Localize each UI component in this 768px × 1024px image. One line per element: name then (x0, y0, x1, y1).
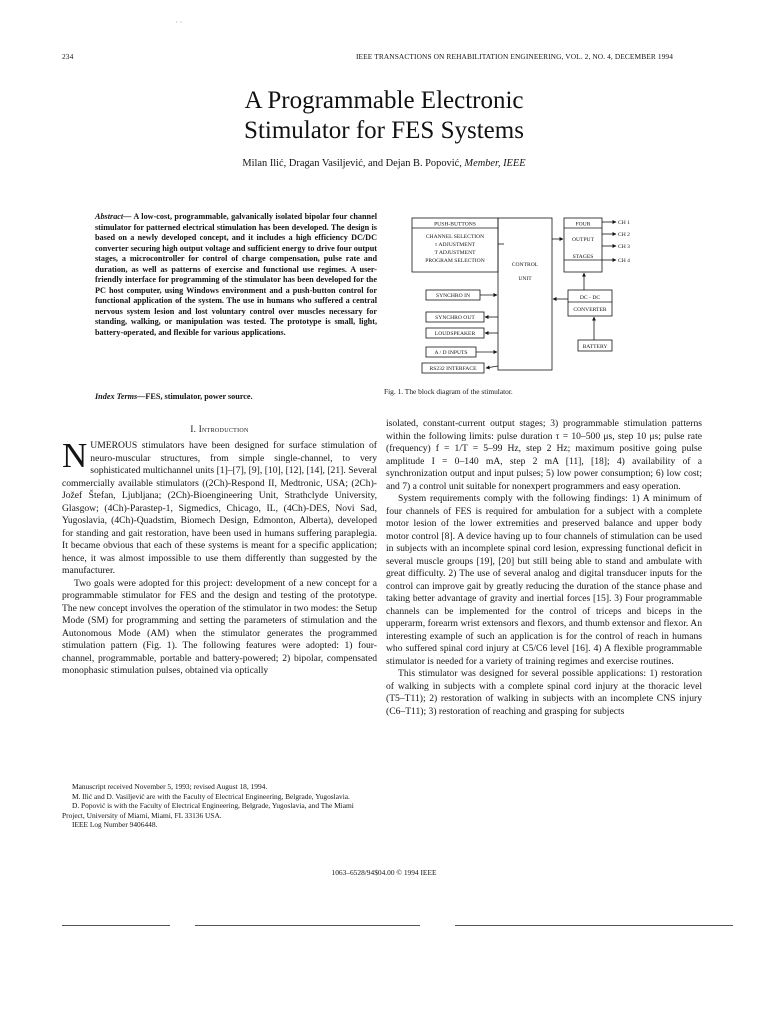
drop-cap: N (62, 436, 88, 475)
left-column-text (62, 436, 377, 678)
journal-header: IEEE TRANSACTIONS ON REHABILITATION ENGINEERING, VOL. 2, NO. 4, DECEMBER 1994 (355, 52, 673, 61)
scan-rule-middle (195, 925, 420, 926)
label-output: OUTPUT (571, 237, 595, 243)
label-battery: BATTERY (582, 344, 608, 350)
author-names: Milan Ilić, Dragan Vasiljević, and Dejan B. Popović, (242, 158, 462, 169)
footnote: Manuscript received November 5, 1993; revised August 18, 1994. (72, 782, 268, 791)
page-number: 234 (62, 52, 74, 61)
footnote: M. Ilić and D. Vasiljević are with the Faculty of Electrical Engineering, Belgrade, Yugoslavia. (72, 791, 350, 801)
index-terms-label: Index Terms— (95, 392, 146, 401)
section-heading-introduction: I. Introduction (190, 424, 249, 434)
label-stages: STAGES (572, 254, 594, 260)
label-tau-adjustment: τ ADJUSTMENT (434, 242, 476, 248)
author-membership: Member, IEEE (464, 158, 526, 169)
label-four: FOUR (575, 221, 591, 228)
label-ch2: CH 2 (618, 232, 630, 238)
label-loudspeaker: LOUDSPEAKER (434, 331, 476, 337)
footnotes (62, 782, 377, 830)
title-line-2: Stimulator for FES Systems (244, 117, 524, 144)
figure-caption: Fig. 1. The block diagram of the stimulator. (384, 387, 513, 396)
label-program-selection: PROGRAM SELECTION (425, 258, 485, 264)
first-word: UMEROUS (90, 440, 138, 451)
control-unit-box (498, 218, 552, 370)
right-column-text (386, 418, 702, 718)
label-ch3: CH 3 (618, 244, 630, 250)
index-terms-text: FES, stimulator, power source. (145, 392, 253, 401)
label-synchro-out: SYNCHRO OUT (435, 315, 475, 321)
label-channel-selection: CHANNEL SELECTION (425, 234, 485, 240)
scan-rule-left (62, 925, 170, 926)
scan-artifact: · · (175, 18, 183, 27)
abstract-text: A low-cost, programmable, galvanically isolated bipolar four channel stimulator for patterned electrical stimulation has been developed. The design is based on a newly developed concept, and it includes a high efficiency DC/DC converter securing high output voltage and sufficient energy to drive four output stages, a microcontroller for control of charge compensation, pulse rate and duration, as well as patterns of exercise and functional use regimes. A user-friendly interface for programming of the stimulator has been developed for the PC host computer, using Windows environment and a push-button control for functional application of the system. The use in humans who suffered a central nervous system lesion and lost voluntary control over muscles necessary for standing, walking, or manipulation was tested. The prototype is small, light, battery-operated, and flexible for various applications. (95, 212, 377, 337)
label-converter: CONVERTER (573, 307, 607, 313)
label-unit: UNIT (518, 276, 532, 282)
footnote: D. Popović is with the Faculty of Electrical Engineering, Belgrade, Yugoslavia, and The Miami Project, University of Miami, Miami, FL 33136 USA. (62, 801, 354, 820)
label-ad-inputs: A / D INPUTS (434, 350, 468, 356)
label-synchro-in: SYNCHRO IN (435, 293, 471, 299)
authors (0, 158, 768, 169)
paragraph-text: stimulators have been designed for surface stimulation of neuro-muscular structures, from simple single-channel, to very sophisticated multichannel units [1]–[7], [9], [10], [12], [14], [21]. Several commercially available stimulators ((2Ch)-Respond II, Medtronic, USA; (2Ch)-Jožef Štefan, Ljubljana; (2Ch)-Bioengineering Unit, Strathclyde University, Glasgow; (4Ch)-Parastep-1, Sigmedics, Chicago, IL, (4Ch)-DES, Novi Sad, Yugoslavia, (4Ch)-Quadstim, Biomech Design, Edmonton, Alberta), developed for standing and gait restoration, have been used in humans suffering paraplegia. It became obvious that each of these systems is meant for a specific application; hence, it was almost impossible to use them differently than suggested by the manufacturer. (62, 440, 377, 576)
paragraph: This stimulator was designed for several possible applications: 1) restoration of walking in subjects with a complete spinal cord injury at the thoracic level (T5–T11); 2) restoration of walking in subjects with an incomplete CNS injury (C6–T11); 3) restoration of reaching and grasping for subjects (386, 668, 702, 717)
paper-title (0, 86, 768, 146)
abstract-label: Abstract— (95, 212, 132, 221)
index-terms (95, 392, 377, 403)
label-rs232-interface: RS232 INTERFACE (429, 366, 477, 372)
paragraph: isolated, constant-current output stages; 3) programmable stimulation patterns within the following limits: pulse duration τ = 10–500 μs, step 10 μs; pulse rate (frequency) f = 1/T = 5–99 Hz, step 2 Hz; maximum positive going pulse amplitude I = 0–140 mA, step 2 mA [11], [18]; 4) availability of a synchronization output and input pulses; 5) low power consumption; 6) low cost; and 7) a control unit suitable for nonexpert programmers and easy operation. (386, 418, 702, 492)
paragraph (62, 436, 377, 578)
label-dc-dc: DC - DC (579, 295, 601, 301)
label-push-buttons: PUSH-BUTTONS (434, 221, 476, 228)
paragraph: Two goals were adopted for this project: development of a new concept for a programmable stimulator for FES and the design and testing of the prototype. The new concept involves the operation of the stimulator in two modes: the Setup Mode (SM) for programming and setting the parameters of stimulation and the Autonomous Mode (AM) when the stimulator generates the programmed stimulation pattern (Fig. 1). The following features were adopted: 1) four-channel, programmable, portable and battery-powered; 2) bipolar, compensated monophasic stimulation pulses, obtained via optically (62, 577, 377, 676)
scan-rule-right (455, 925, 733, 926)
block-diagram (404, 214, 644, 384)
label-ch4: CH 4 (618, 258, 630, 264)
title-line-1: A Programmable Electronic (244, 87, 524, 114)
copyright-line: 1063–6528/94$04.00 © 1994 IEEE (331, 868, 437, 877)
label-t-adjustment: T ADJUSTMENT (434, 250, 476, 256)
footnote: IEEE Log Number 9406448. (72, 820, 158, 830)
abstract (95, 212, 377, 338)
label-ch1: CH 1 (618, 220, 630, 226)
label-control: CONTROL (511, 262, 539, 268)
paragraph: System requirements comply with the following findings: 1) A minimum of four channels of FES is required for ambulation for a subject with a complete motor lesion of the lower extremities and preserved balance and upper body motor control [8]. A device having up to four channels of stimulation can be used in subjects with an incomplete spinal cord lesion, expressing functional deficit in several muscle groups [19], [20] but still being able to stand and ambulate with great difficulty. 2) The use of several analog and digital transducer inputs for the control can improve gait by greatly reducing the duration of the stance phase and taking better advantage of gravity and inertial forces [15]. 3) Four programmable channels can be implemented for the control of triceps and biceps in the upperarm, forearm wrist extensors and flexors, and thumb extensor and flexor. An interesting example of such an application is for the control of reach in humans who suffered spinal cord injury at C5/C6 level [16]. 4) A flexible programmable stimulator is needed for a variety of training regimes and exercise routines. (386, 493, 702, 667)
